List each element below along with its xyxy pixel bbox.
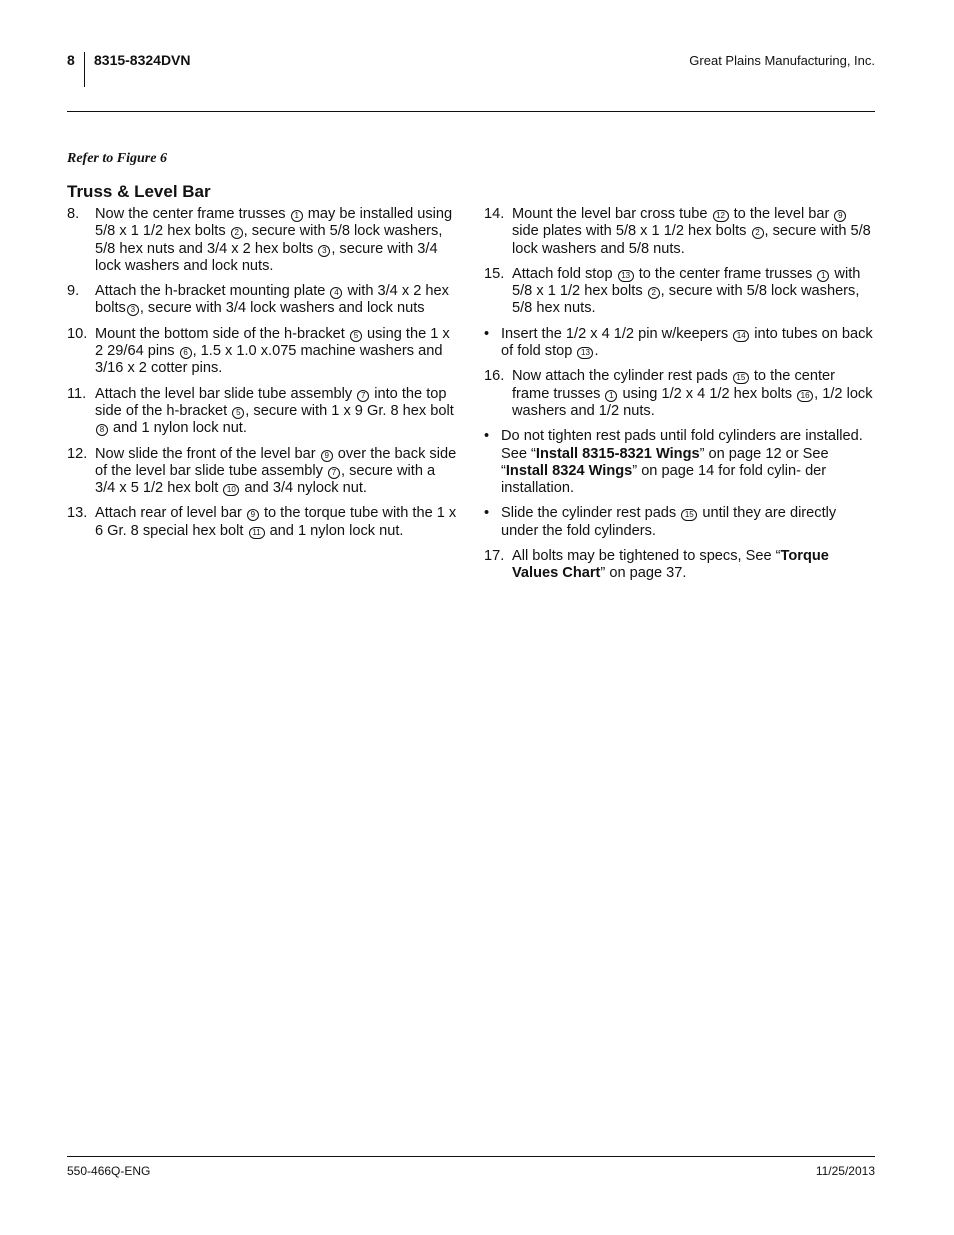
step-text	[512, 206, 876, 258]
reference-title: Install 8315-8321 Wings	[535, 445, 700, 462]
step-text	[512, 368, 876, 420]
step-text	[501, 326, 876, 361]
text-run: , secure with a 3/4 x 5 1/2 hex bolt	[95, 462, 436, 497]
text-run: ” on page 37.	[600, 565, 687, 582]
instruction-step	[484, 266, 876, 318]
callout-number: 1	[291, 210, 303, 222]
step-number: 16.	[484, 368, 505, 385]
text-run: Attach fold stop	[512, 265, 617, 282]
callout-number: 3	[318, 245, 330, 257]
callout-number: 5	[232, 407, 244, 419]
text-run: Now the center frame trusses	[95, 206, 290, 222]
callout-number: 3	[127, 304, 139, 316]
instruction-step	[484, 206, 876, 258]
step-text	[501, 505, 876, 540]
text-run: Do not tighten rest pads until fold cylinders are installed. See “	[501, 428, 863, 462]
text-run: side plates with 5/8 x 1 1/2 hex bolts	[512, 223, 751, 240]
figure-reference: Refer to Figure 6	[67, 151, 167, 166]
callout-number: 14	[733, 330, 749, 342]
step-text	[512, 266, 876, 318]
text-run: using the 1 x 2 29/64 pins	[95, 325, 450, 360]
text-run: and 1 nylon lock nut.	[265, 522, 404, 539]
step-number: 10.	[67, 325, 88, 342]
step-text	[501, 428, 876, 497]
text-run: , 1/2 lock washers and 1/2 nuts.	[512, 385, 873, 419]
bullet-item	[484, 428, 876, 497]
instruction-step	[67, 326, 457, 378]
callout-number: 9	[834, 210, 846, 222]
text-run: ” on page 14 for fold cylin- der installation.	[501, 462, 827, 497]
text-run: to the torque tube with the 1 x 6 Gr. 8 special hex bolt	[95, 505, 457, 539]
callout-number: 2	[648, 287, 660, 299]
callout-number: 6	[180, 347, 192, 359]
page-number: 8	[67, 52, 75, 68]
callout-number: 2	[231, 227, 243, 239]
step-number: 17.	[484, 548, 505, 565]
instruction-step	[67, 386, 457, 438]
reference-title: Torque Values Chart	[512, 548, 829, 582]
step-text	[95, 386, 457, 438]
step-number: 15.	[484, 265, 505, 282]
text-run: , secure with 1 x 9 Gr. 8 hex bolt	[245, 402, 454, 419]
callout-number: 2	[752, 227, 764, 239]
document-id: 550-466Q-ENG	[67, 1164, 151, 1178]
instruction-step	[484, 548, 876, 583]
text-run: into the top side of the h-bracket	[95, 385, 447, 419]
text-run: with 3/4 x 2 hex bolts	[95, 283, 449, 317]
callout-number: 16	[797, 390, 813, 402]
text-run: , 1.5 x 1.0 x.075 machine washers and 3/16 x 2 cotter pins.	[95, 343, 443, 377]
callout-number: 9	[247, 509, 259, 521]
step-number: 12.	[67, 445, 88, 462]
document-date: 11/25/2013	[815, 1164, 875, 1178]
text-run: , secure with 3/4 lock washers and lock nuts.	[95, 240, 438, 274]
right-column	[484, 206, 876, 591]
callout-number: 7	[357, 390, 369, 402]
text-run: Now attach the cylinder rest pads	[512, 368, 732, 385]
callout-number: 1	[605, 390, 617, 402]
bullet-item	[484, 505, 876, 540]
text-run: to the center frame trusses	[512, 368, 836, 402]
text-run: Mount the bottom side of the h-bracket	[95, 325, 349, 342]
bullet-marker: •	[484, 428, 490, 445]
text-run: until they are directly under the fold cylinders.	[501, 505, 837, 539]
callout-number: 15	[733, 372, 749, 384]
callout-number: 5	[350, 330, 362, 342]
instruction-step	[67, 206, 457, 275]
text-run: may be installed using 5/8 x 1 1/2 hex bolts	[95, 206, 453, 240]
bullet-marker: •	[484, 505, 490, 522]
text-run: , secure with 5/8 lock washers, 5/8 hex nuts.	[512, 283, 860, 317]
step-number: 14.	[484, 206, 505, 222]
text-run: ” on page 12 or See “	[501, 445, 829, 479]
text-run: Attach the level bar slide tube assembly	[95, 385, 357, 402]
reference-title: Install 8324 Wings	[505, 462, 633, 479]
header-divider	[84, 52, 85, 87]
step-text	[95, 505, 457, 540]
text-run: with 5/8 x 1 1/2 hex bolts	[512, 265, 861, 300]
text-run: and 3/4 nylock nut.	[240, 480, 367, 497]
section-title: Truss & Level Bar	[67, 182, 211, 201]
step-text	[95, 283, 457, 318]
text-run: Attach rear of level bar	[95, 505, 246, 522]
step-number: 13.	[67, 505, 88, 522]
callout-number: 8	[96, 424, 108, 436]
step-text	[512, 548, 876, 583]
footer-rule	[67, 1156, 875, 1157]
text-run: over the back side of the level bar slide tube assembly	[95, 445, 457, 479]
header-rule	[67, 111, 875, 112]
instruction-step	[484, 368, 876, 420]
instruction-step	[67, 446, 457, 498]
text-run: Attach the h-bracket mounting plate	[95, 283, 330, 300]
text-run: .	[594, 343, 599, 360]
callout-number: 13	[577, 347, 593, 359]
text-run: Mount the level bar cross tube	[512, 206, 712, 222]
callout-number: 4	[330, 287, 342, 299]
text-run: Insert the 1/2 x 4 1/2 pin w/keepers	[501, 325, 733, 342]
left-column	[67, 206, 457, 548]
instruction-step	[67, 505, 457, 540]
text-run: Slide the cylinder rest pads	[501, 505, 681, 522]
callout-number: 10	[223, 484, 239, 496]
step-text	[95, 326, 457, 378]
model-number: 8315-8324DVN	[94, 52, 191, 68]
bullet-marker: •	[484, 325, 490, 342]
step-number: 8.	[67, 206, 80, 222]
callout-number: 13	[618, 270, 634, 282]
company-name: Great Plains Manufacturing, Inc.	[689, 53, 875, 68]
callout-number: 12	[713, 210, 729, 222]
step-number: 9.	[67, 283, 80, 300]
callout-number: 15	[681, 509, 697, 521]
instruction-step	[67, 283, 457, 318]
callout-number: 9	[321, 450, 333, 462]
text-run: using 1/2 x 4 1/2 hex bolts	[618, 385, 797, 402]
bullet-item	[484, 326, 876, 361]
text-run: to the center frame trusses	[634, 265, 817, 282]
step-text	[95, 446, 457, 498]
text-run: All bolts may be tightened to specs, See “	[512, 548, 781, 565]
callout-number: 7	[328, 467, 340, 479]
text-run: , secure with 3/4 lock washers and lock nuts	[139, 300, 425, 317]
text-run: Now slide the front of the level bar	[95, 445, 320, 462]
text-run: , secure with 5/8 lock washers, 5/8 hex nuts and 3/4 x 2 hex bolts	[95, 223, 443, 257]
callout-number: 1	[817, 270, 829, 282]
text-run: to the level bar	[729, 206, 834, 222]
text-run: and 1 nylon lock nut.	[109, 420, 247, 437]
callout-number: 11	[249, 527, 265, 539]
text-run: into tubes on back of fold stop	[501, 325, 873, 360]
step-number: 11.	[67, 385, 87, 402]
text-run: , secure with 5/8 lock washers and 5/8 nuts.	[512, 223, 871, 257]
step-text	[95, 206, 457, 275]
